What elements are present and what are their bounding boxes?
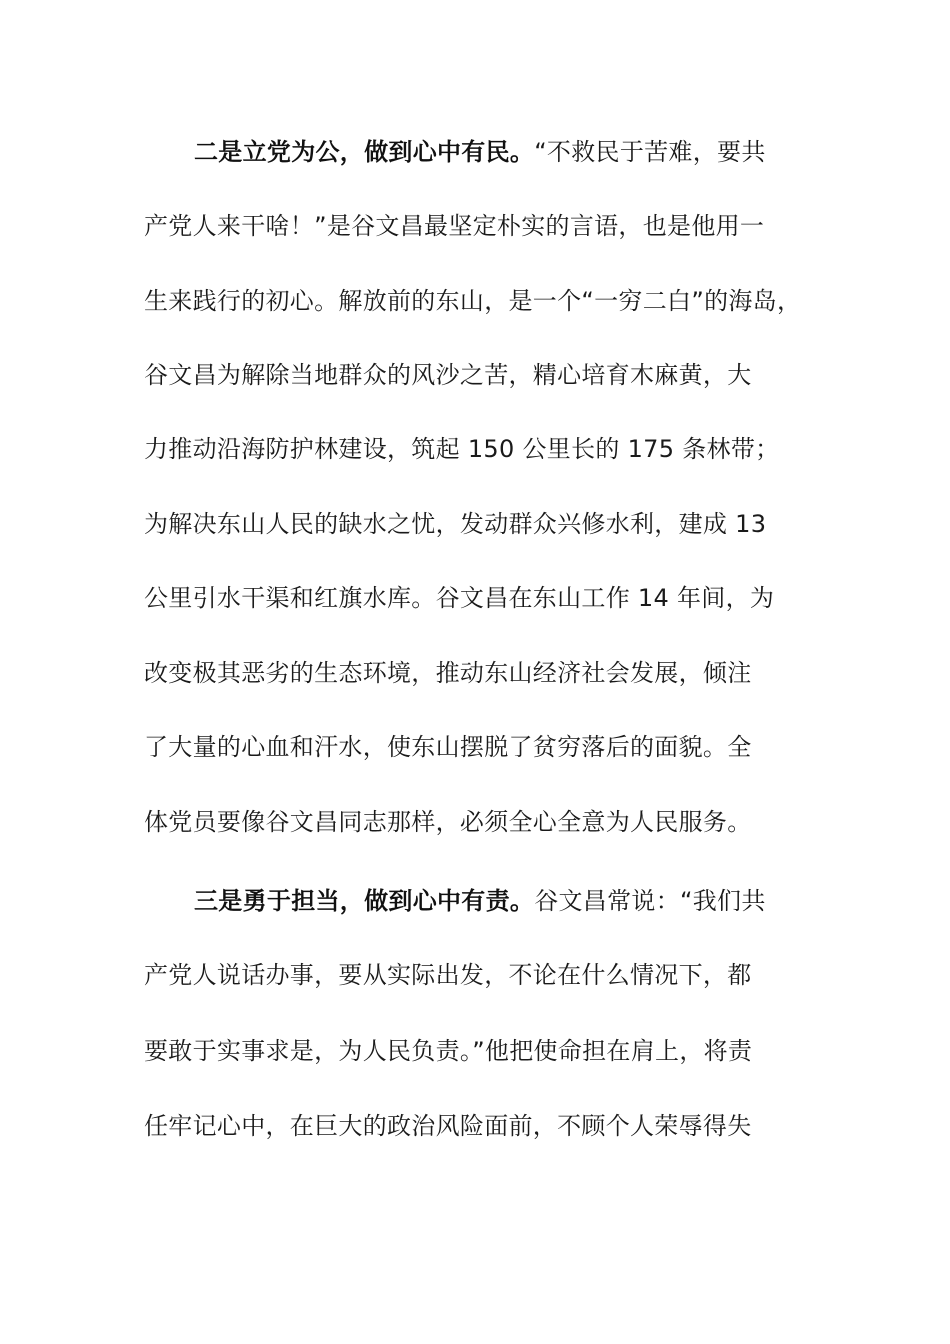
paragraph-2-heading: 二是立党为公，做到心中有民。 xyxy=(194,138,535,166)
paragraph-2-line-7: 公里引水干渠和红旗水库。谷文昌在东山工作 14 年间，为 xyxy=(144,584,775,612)
paragraph-2-line-3: 生来践行的初心。解放前的东山，是一个“一穷二白”的海岛， xyxy=(144,287,802,315)
paragraph-2-line-9: 了大量的心血和汗水，使东山摆脱了贫穷落后的面貌。全 xyxy=(144,733,752,761)
paragraph-2-line-10: 体党员要像谷文昌同志那样，必须全心全意为人民服务。 xyxy=(144,808,752,836)
paragraph-3-line-1 xyxy=(194,881,884,921)
paragraph-2-line-6: 为解决东山人民的缺水之忧，发动群众兴修水利，建成 13 xyxy=(144,510,767,538)
paragraph-2-line-5: 力推动沿海防护林建设，筑起 150 公里长的 175 条林带； xyxy=(144,435,780,463)
paragraph-3-line-2: 产党人说话办事，要从实际出发，不论在什么情况下，都 xyxy=(144,961,752,989)
paragraph-2-line-2: 产党人来干啥！”是谷文昌最坚定朴实的言语，也是他用一 xyxy=(144,212,765,240)
paragraph-3-heading: 三是勇于担当，做到心中有责。 xyxy=(194,887,535,915)
paragraph-2-text: “不救民于苦难，要共 xyxy=(534,138,766,166)
paragraph-3-line-4: 任牢记心中，在巨大的政治风险面前，不顾个人荣辱得失 xyxy=(144,1112,752,1140)
paragraph-3-text: 谷文昌常说：“我们共 xyxy=(534,887,766,915)
paragraph-2-line-4: 谷文昌为解除当地群众的风沙之苦，精心培育木麻黄，大 xyxy=(144,361,752,389)
paragraph-3-line-3: 要敢于实事求是，为人民负责。”他把使命担在肩上，将责 xyxy=(144,1037,753,1065)
paragraph-2-line-1 xyxy=(194,132,884,172)
paragraph-2-line-8: 改变极其恶劣的生态环境，推动东山经济社会发展，倾注 xyxy=(144,659,752,687)
